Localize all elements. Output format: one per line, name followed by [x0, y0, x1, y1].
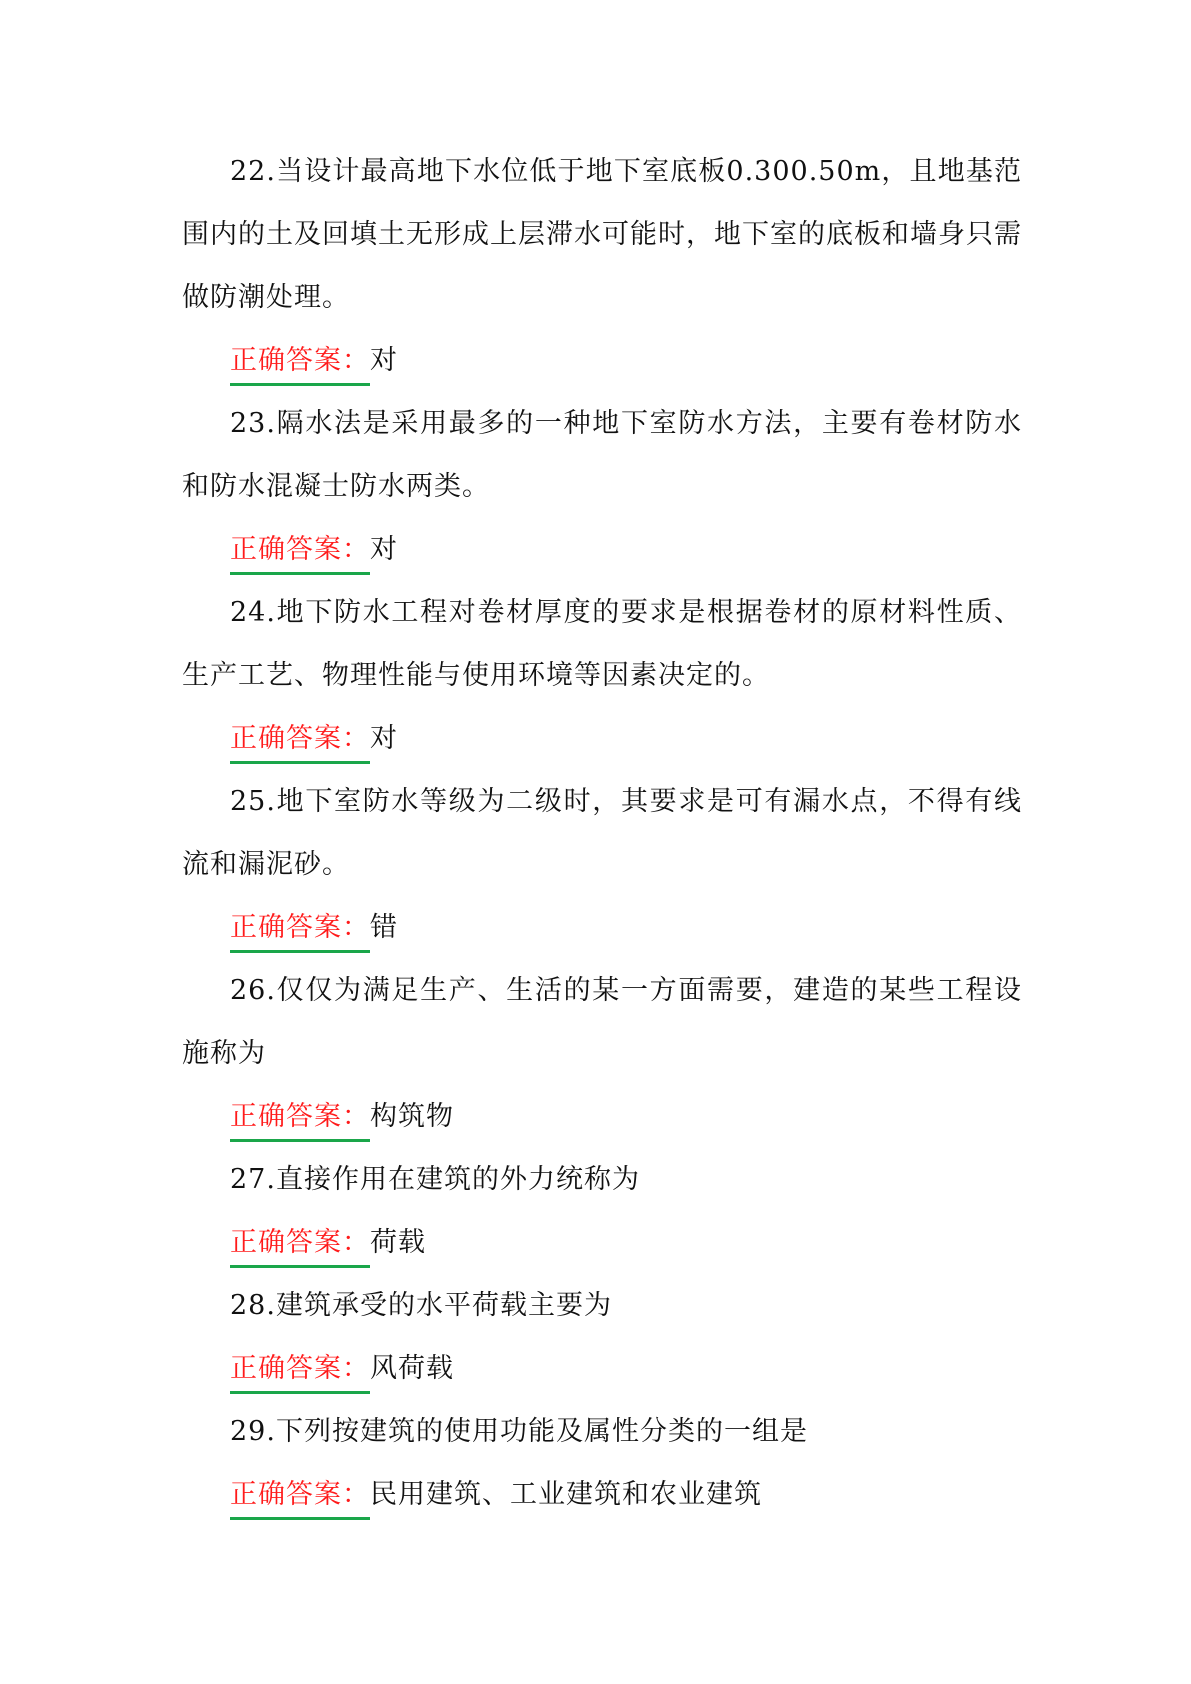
answer-label: 正确答案： — [230, 518, 370, 581]
answer-label: 正确答案： — [230, 1085, 370, 1148]
question-list — [182, 140, 1022, 1526]
question-text: 29.下列按建筑的使用功能及属性分类的一组是 — [230, 1416, 808, 1447]
answer-line — [182, 1337, 1022, 1400]
answer-line — [182, 1211, 1022, 1274]
question-text: 28.建筑承受的水平荷载主要为 — [230, 1290, 612, 1321]
question-text: 25.地下室防水等级为二级时，其要求是可有漏水点，不得有线流和漏泥砂。 — [182, 786, 1022, 880]
question-text: 27.直接作用在建筑的外力统称为 — [230, 1164, 640, 1195]
answer-underline — [230, 761, 370, 764]
answer-label: 正确答案： — [230, 329, 370, 392]
answer-underline — [230, 1139, 370, 1142]
answer-underline — [230, 1517, 370, 1520]
answer-label: 正确答案： — [230, 1211, 370, 1274]
answer-line — [182, 707, 1022, 770]
answer-line — [182, 518, 1022, 581]
question-text: 24.地下防水工程对卷材厚度的要求是根据卷材的原材料性质、生产工艺、物理性能与使用环境等因素决定的。 — [182, 597, 1022, 691]
answer-line — [182, 329, 1022, 392]
answer-value: 对 — [370, 345, 398, 376]
answer-line — [182, 896, 1022, 959]
answer-value: 风荷载 — [370, 1353, 454, 1384]
answer-underline — [230, 383, 370, 386]
question-text: 22.当设计最高地下水位低于地下室底板0.300.50m，且地基范围内的土及回填土无形成上层滞水可能时，地下室的底板和墙身只需做防潮处理。 — [182, 156, 1022, 313]
answer-label: 正确答案： — [230, 1337, 370, 1400]
answer-underline — [230, 1391, 370, 1394]
answer-line — [182, 1085, 1022, 1148]
answer-value: 对 — [370, 723, 398, 754]
question-text: 26.仅仅为满足生产、生活的某一方面需要，建造的某些工程设施称为 — [182, 975, 1022, 1069]
answer-label: 正确答案： — [230, 896, 370, 959]
answer-line — [182, 1463, 1022, 1526]
answer-value: 对 — [370, 534, 398, 565]
answer-value: 荷载 — [370, 1227, 426, 1258]
answer-value: 构筑物 — [370, 1101, 454, 1132]
answer-value: 民用建筑、工业建筑和农业建筑 — [370, 1479, 762, 1510]
answer-label: 正确答案： — [230, 1463, 370, 1526]
answer-value: 错 — [370, 912, 398, 943]
question-text: 23.隔水法是采用最多的一种地下室防水方法，主要有卷材防水和防水混凝士防水两类。 — [182, 408, 1022, 502]
answer-underline — [230, 1265, 370, 1268]
answer-label: 正确答案： — [230, 707, 370, 770]
answer-underline — [230, 950, 370, 953]
answer-underline — [230, 572, 370, 575]
